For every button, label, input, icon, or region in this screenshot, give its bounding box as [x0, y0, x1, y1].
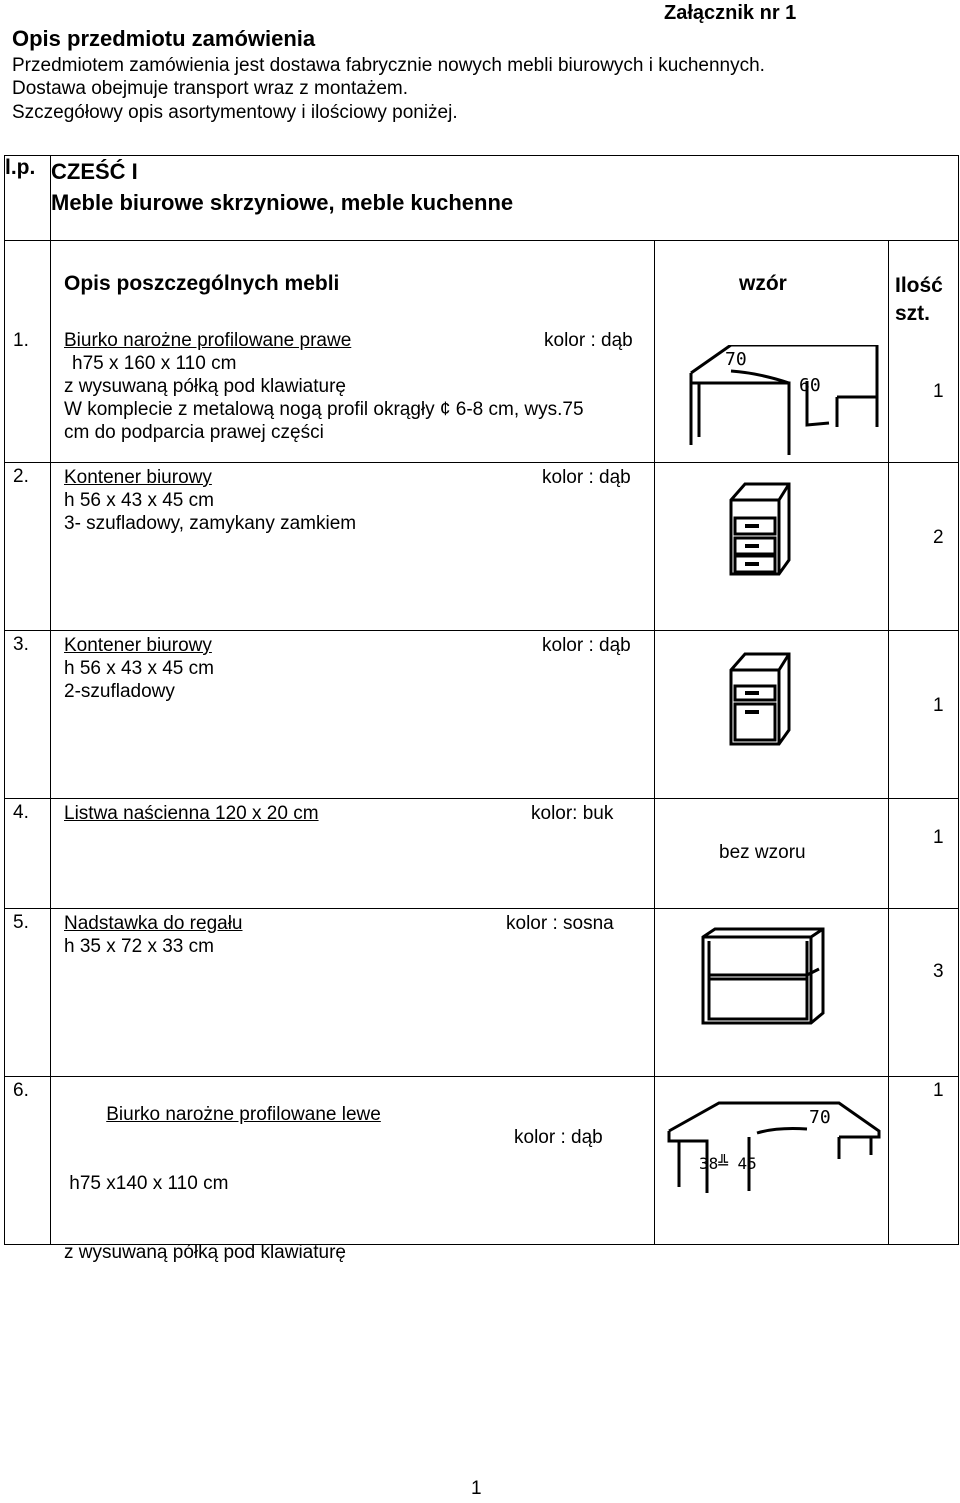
item-detail: W komplecie z metalową nogą profil okrągły ¢ 6-8 cm, wys.75: [64, 399, 584, 420]
specification-table: [4, 155, 959, 1263]
description-cell: [51, 909, 655, 1077]
table-row: [5, 631, 959, 799]
item-detail: z wysuwaną półką pod klawiaturę: [64, 376, 346, 397]
row-number: 6.: [13, 1080, 29, 1101]
item-dimensions: h 35 x 72 x 33 cm: [64, 936, 214, 957]
quantity-value: 1: [933, 827, 944, 848]
quantity-header-line-1: Ilość: [895, 274, 943, 297]
intro-line-1: Przedmiotem zamówienia jest dostawa fabrycznie nowych mebli biurowych i kuchennych.: [12, 55, 765, 76]
two-drawer-container-icon: [727, 652, 793, 752]
pattern-cell: [655, 909, 889, 1077]
attachment-label: Załącznik nr 1: [664, 2, 797, 24]
quantity-cell: [889, 1077, 959, 1245]
quantity-value: 1: [933, 381, 944, 402]
width-label: 38╩ 45: [699, 1154, 757, 1173]
row-number: 2.: [13, 466, 29, 487]
quantity-value: 3: [933, 961, 944, 982]
item-color: kolor : dąb: [542, 467, 631, 488]
pattern-cell: [655, 241, 889, 463]
lp-header: l.p.: [5, 156, 51, 241]
row-number-cell: [5, 631, 51, 799]
item-description: [64, 802, 654, 825]
table-row: [5, 1077, 959, 1245]
item-dimensions: h 56 x 43 x 45 cm: [64, 490, 214, 511]
description-cell: [51, 799, 655, 909]
corner-desk-right-icon: [689, 345, 879, 455]
item-name: Kontener biurowy: [64, 467, 212, 488]
item-dimensions: h75 x140 x 110 cm: [64, 1173, 229, 1194]
item-description: [64, 466, 654, 535]
item-dimensions: h 56 x 43 x 45 cm: [64, 658, 214, 679]
part-header: [51, 156, 959, 241]
quantity-cell: [889, 909, 959, 1077]
item-description: [64, 329, 654, 444]
quantity-column-header: [895, 272, 943, 328]
quantity-cell: [889, 463, 959, 631]
item-color: kolor : dąb: [544, 330, 633, 351]
row-number-cell: [5, 463, 51, 631]
description-cell: [51, 463, 655, 631]
row-number-cell: [5, 909, 51, 1077]
item-name: Biurko narożne profilowane prawe: [64, 330, 352, 351]
table-row: [5, 463, 959, 631]
depth-label: 70: [725, 349, 747, 370]
quantity-cell: [889, 241, 959, 463]
item-name: Kontener biurowy: [64, 635, 212, 656]
table-row: [5, 909, 959, 1077]
part-title: CZEŚĆ I: [51, 159, 138, 184]
item-detail: z wysuwaną półką pod klawiaturę: [64, 1242, 346, 1263]
row-number: 3.: [13, 634, 29, 655]
item-description: [64, 912, 654, 958]
table-title-row: [5, 156, 959, 241]
width-label: 60: [799, 375, 821, 396]
corner-desk-left-icon: [667, 1093, 882, 1193]
item-detail: 2-szufladowy: [64, 681, 175, 702]
item-description: [64, 634, 654, 703]
table-row: [5, 799, 959, 909]
table-row: [5, 241, 959, 463]
pattern-column-header: wzór: [739, 272, 787, 295]
quantity-cell: [889, 631, 959, 799]
pattern-cell: [655, 463, 889, 631]
pattern-cell: [655, 1077, 889, 1245]
pattern-cell: [655, 631, 889, 799]
row-number-cell: [5, 241, 51, 463]
intro-line-3: Szczegółowy opis asortymentowy i ilościowy poniżej.: [12, 102, 458, 123]
no-pattern-text: bez wzoru: [719, 842, 806, 863]
three-drawer-container-icon: [727, 482, 793, 582]
description-cell: [51, 241, 655, 463]
quantity-header-line-2: szt.: [895, 302, 931, 325]
row-number: 5.: [13, 912, 29, 933]
quantity-value: 2: [933, 527, 944, 548]
intro-line-2: Dostawa obejmuje transport wraz z montażem.: [12, 78, 408, 99]
quantity-value: 1: [933, 695, 944, 716]
pattern-cell: [655, 799, 889, 909]
document-title: Opis przedmiotu zamówienia: [12, 26, 316, 51]
quantity-cell: [889, 799, 959, 909]
description-cell: [51, 1077, 655, 1263]
item-color: kolor : sosna: [506, 913, 614, 934]
page-number: 1: [471, 1478, 482, 1499]
part-subtitle: Meble biurowe skrzyniowe, meble kuchenne: [51, 190, 514, 215]
description-cell: [51, 631, 655, 799]
row-number-cell: [5, 799, 51, 909]
item-name: Listwa naścienna 120 x 20 cm: [64, 803, 319, 824]
depth-label: 70: [809, 1107, 831, 1128]
item-name: Nadstawka do regału: [64, 913, 243, 934]
row-number-cell: [5, 1077, 51, 1245]
item-color: kolor : dąb: [542, 635, 631, 656]
item-detail: cm do podparcia prawej części: [64, 422, 324, 443]
row-number: 1.: [13, 330, 29, 351]
item-color: kolor : dąb: [514, 1127, 603, 1148]
description-column-header: Opis poszczególnych mebli: [64, 272, 340, 295]
shelf-unit-icon: [701, 927, 825, 1027]
item-color: kolor: buk: [531, 803, 614, 824]
item-dimensions: h75 x 160 x 110 cm: [72, 353, 237, 374]
row-number: 4.: [13, 802, 29, 823]
item-description: [64, 1080, 654, 1310]
quantity-value: 1: [933, 1080, 944, 1101]
item-name: Biurko narożne profilowane lewe: [106, 1104, 381, 1125]
item-detail: 3- szufladowy, zamykany zamkiem: [64, 513, 357, 534]
